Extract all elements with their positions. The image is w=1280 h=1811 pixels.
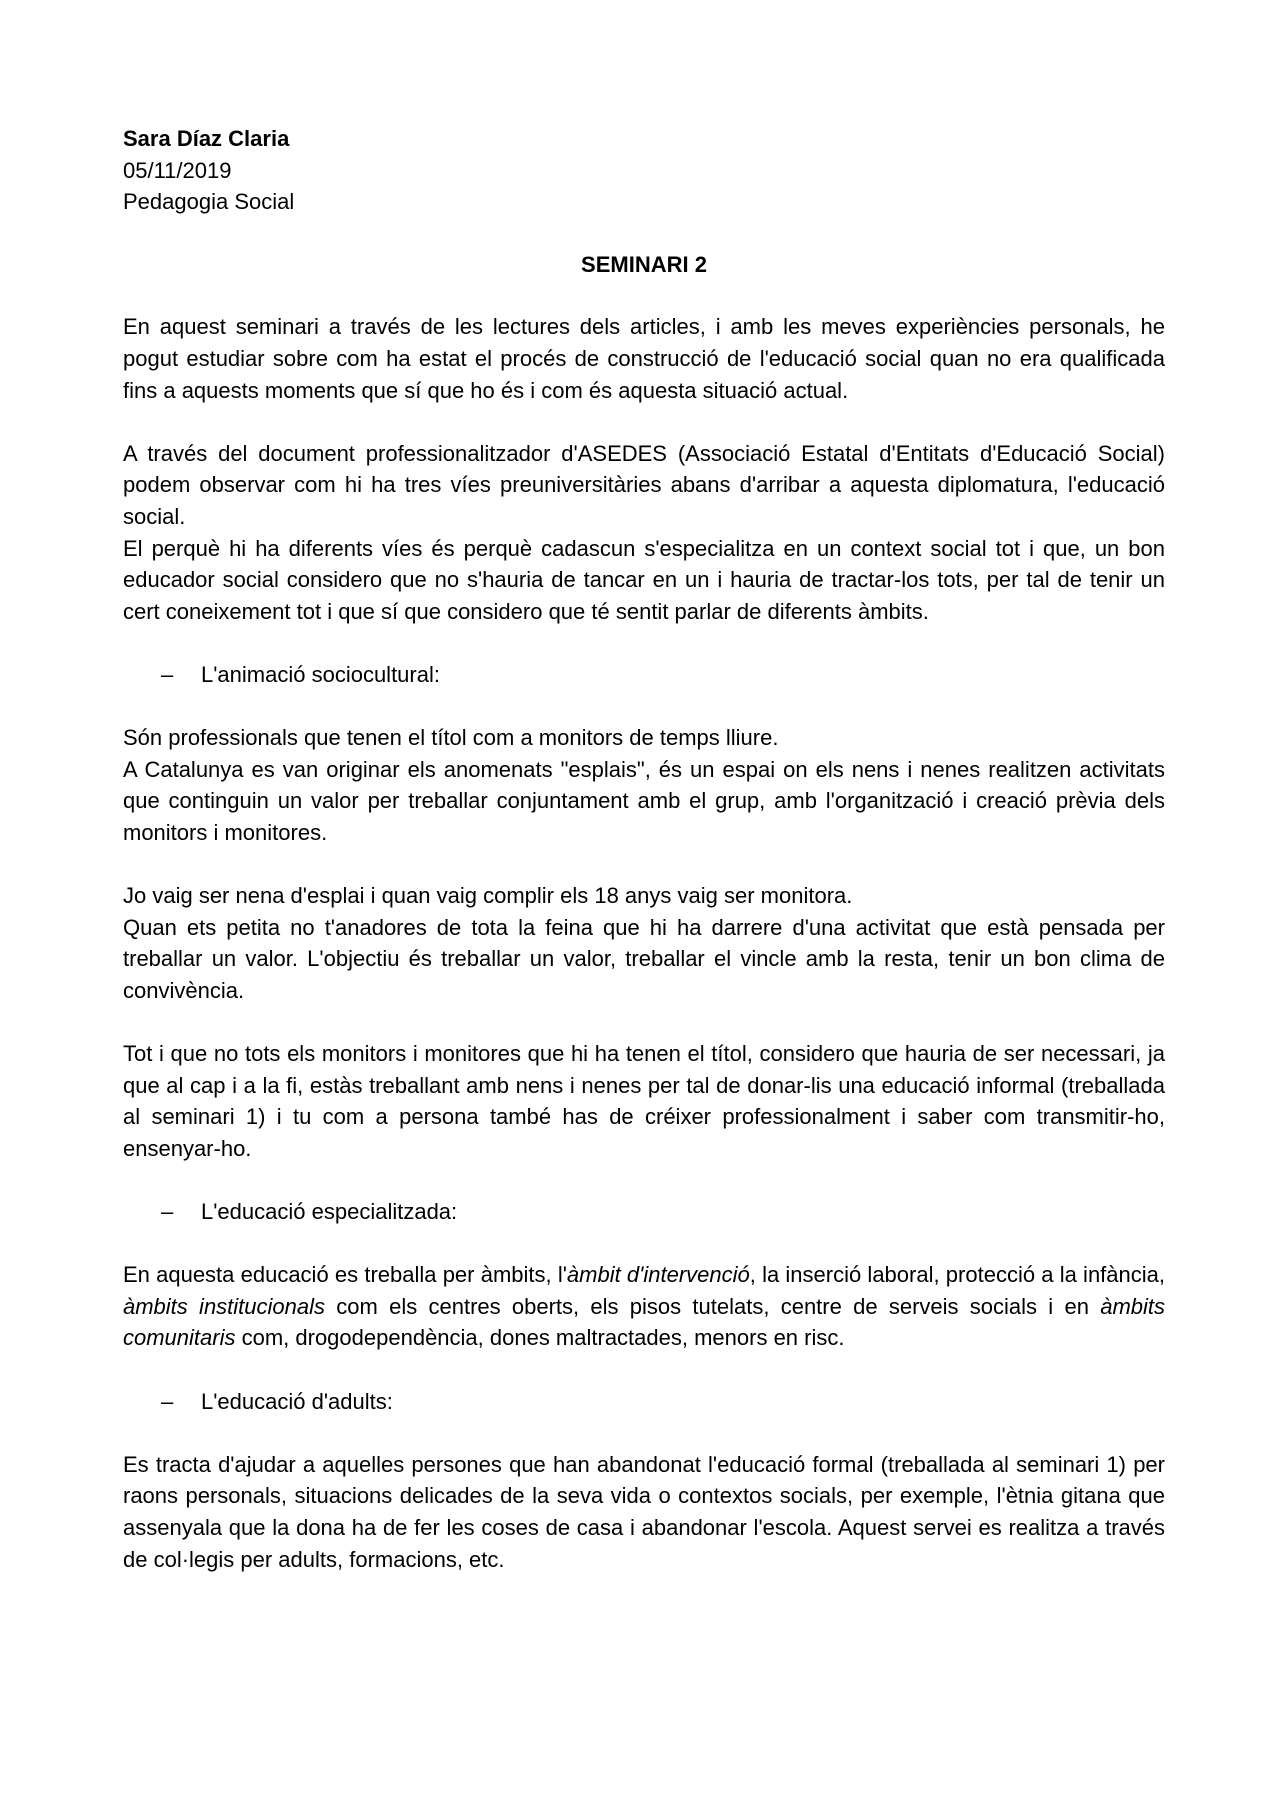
bullet-animacio bbox=[123, 659, 1165, 691]
paragraph-gap bbox=[123, 1228, 1165, 1260]
paragraph-tot-i-que: Tot i que no tots els monitors i monitores que hi ha tenen el títol, considero que hauria de ser necessari, ja que al cap i a la fi, estàs treballant amb nens i nenes per tal de donar-lis una educació informal (treballada al seminari 1) i tu com a persona també has de créixer professionalment i saber com transmitir-ho, ensenyar-ho. bbox=[123, 1041, 1165, 1161]
bullet-label: L'educació d'adults: bbox=[201, 1388, 393, 1414]
text-segment: En aquesta educació es treballa per àmbits, l' bbox=[123, 1262, 567, 1288]
paragraph-son: Són professionals que tenen el títol com a monitors de temps lliure. bbox=[123, 725, 779, 751]
text-segment: com els centres oberts, els pisos tutelats, centre de serveis socials i en bbox=[325, 1293, 1101, 1319]
italic-term: àmbit d'intervenció bbox=[566, 1262, 750, 1288]
bullet-adults bbox=[123, 1386, 1165, 1418]
paragraph-gap bbox=[123, 1354, 1165, 1386]
paragraph-jo-vaig: Jo vaig ser nena d'esplai i quan vaig complir els 18 anys vaig ser monitora. bbox=[123, 883, 853, 909]
paragraph-gap bbox=[123, 1417, 1165, 1449]
paragraph-intro: En aquest seminari a través de les lectures dels articles, i amb les meves experiències personals, he pogut estudiar sobre com ha estat el procés de construcció de l'educació social quan no era qualificada fins a aquests moments que sí que ho és i com és aquesta situació actual. bbox=[123, 314, 1165, 403]
author-name: Sara Díaz Claria bbox=[123, 126, 290, 151]
paragraph-gap bbox=[123, 1164, 1165, 1196]
document-title: SEMINARI 2 bbox=[581, 251, 707, 277]
paragraph-gap bbox=[123, 691, 1165, 723]
dash-bullet-icon: – bbox=[161, 1199, 174, 1224]
paragraph-asedes: A través del document professionalitzador d'ASEDES (Associació Estatal d'Entitats d'Educació Social) podem observar com hi ha tres víes preuniversitàries abans d'arribar a aquesta diplomatura, l'educació social. bbox=[123, 440, 1165, 529]
bullet-label: L'animació sociocultural: bbox=[201, 661, 440, 687]
paragraph-gap bbox=[123, 1006, 1165, 1038]
text-segment: , la inserció laboral, protecció a la infància, bbox=[749, 1262, 1165, 1288]
subject-name: Pedagogia Social bbox=[123, 189, 295, 215]
paragraph-gap bbox=[123, 627, 1165, 659]
italic-term: àmbits institucionals bbox=[123, 1293, 326, 1319]
dash-bullet-icon: – bbox=[161, 661, 174, 687]
bullet-label: L'educació especialitzada: bbox=[201, 1199, 458, 1224]
paragraph-adults: Es tracta d'ajudar a aquelles persones que han abandonat l'educació formal (treballada al seminari 1) per raons personals, situacions delicades de la seva vida o contextos socials, per exemple, l'ètnia gitana que assenyala que la dona ha de fer les coses de casa i abandonar l'escola. Aquest servei es realitza a través de col·legis per adults, formacions, etc. bbox=[123, 1451, 1165, 1572]
paragraph-quan-ets: Quan ets petita no t'anadores de tota la feina que hi ha darrere d'una activitat que està pensada per treballar un valor. L'objectiu és treballar un valor, treballar el vincle amb la resta, tenir un bon clima de convivència. bbox=[123, 914, 1165, 1003]
paragraph-especialitzada bbox=[123, 1259, 1165, 1354]
paragraph-gap bbox=[123, 848, 1165, 880]
text-segment: com, drogodependència, dones maltractades, menors en risc. bbox=[235, 1325, 845, 1351]
dash-bullet-icon: – bbox=[161, 1388, 174, 1414]
paragraph-catalunya: A Catalunya es van originar els anomenats "esplais", és un espai on els nens i nenes realitzen activitats que continguin un valor per treballar conjuntament amb el grup, amb l'organització i creació prèvia dels monitors i monitores. bbox=[123, 756, 1165, 845]
paragraph-gap bbox=[123, 406, 1165, 438]
paragraph-perque: El perquè hi ha diferents víes és perquè cadascun s'especialitza en un context social tot i que, un bon educador social considero que no s'hauria de tancar en un i hauria de tractar-los tots, per tal de tenir un cert coneixement tot i que sí que considero que té sentit parlar de diferents àmbits. bbox=[123, 535, 1165, 624]
document-date: 05/11/2019 bbox=[123, 157, 232, 183]
bullet-especialitzada bbox=[123, 1196, 1165, 1228]
italic-term: àmbits comunitaris bbox=[123, 1293, 1165, 1351]
